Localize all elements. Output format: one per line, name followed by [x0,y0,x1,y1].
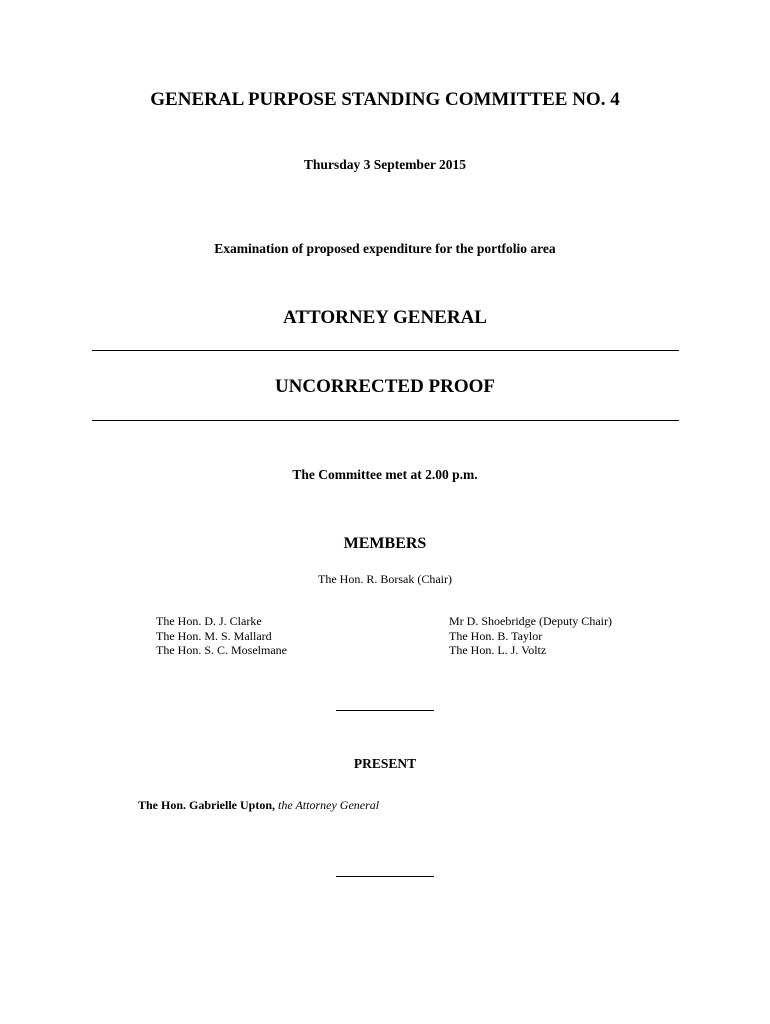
horizontal-rule-bottom [92,420,679,421]
member-name: The Hon. M. S. Mallard [156,628,272,643]
members-right-column [449,614,612,658]
section-separator [336,876,434,877]
portfolio-heading: ATTORNEY GENERAL [283,307,487,328]
member-name: Mr D. Shoebridge (Deputy Chair) [449,614,612,628]
members-left-column [156,614,287,658]
members-heading: MEMBERS [343,535,427,552]
proof-status: UNCORRECTED PROOF [274,376,496,397]
member-name: The Hon. L. J. Voltz [449,643,547,657]
witness-role: the Attorney General [278,798,380,812]
section-separator [336,710,434,711]
present-witness [138,798,379,813]
witness-name: The Hon. Gabrielle Upton, [138,798,276,812]
document-title: GENERAL PURPOSE STANDING COMMITTEE NO. 4 [150,89,620,110]
member-name: The Hon. S. C. Moselmane [156,643,287,657]
members-chair: The Hon. R. Borsak (Chair) [318,572,452,586]
examination-subtitle: Examination of proposed expenditure for the portfolio area [214,241,556,256]
member-name: The Hon. B. Taylor [449,628,543,643]
member-name: The Hon. D. J. Clarke [156,614,262,628]
meeting-time: The Committee met at 2.00 p.m. [292,467,478,482]
present-heading: PRESENT [353,756,417,771]
hearing-date: Thursday 3 September 2015 [303,157,467,172]
horizontal-rule-top [92,350,679,351]
